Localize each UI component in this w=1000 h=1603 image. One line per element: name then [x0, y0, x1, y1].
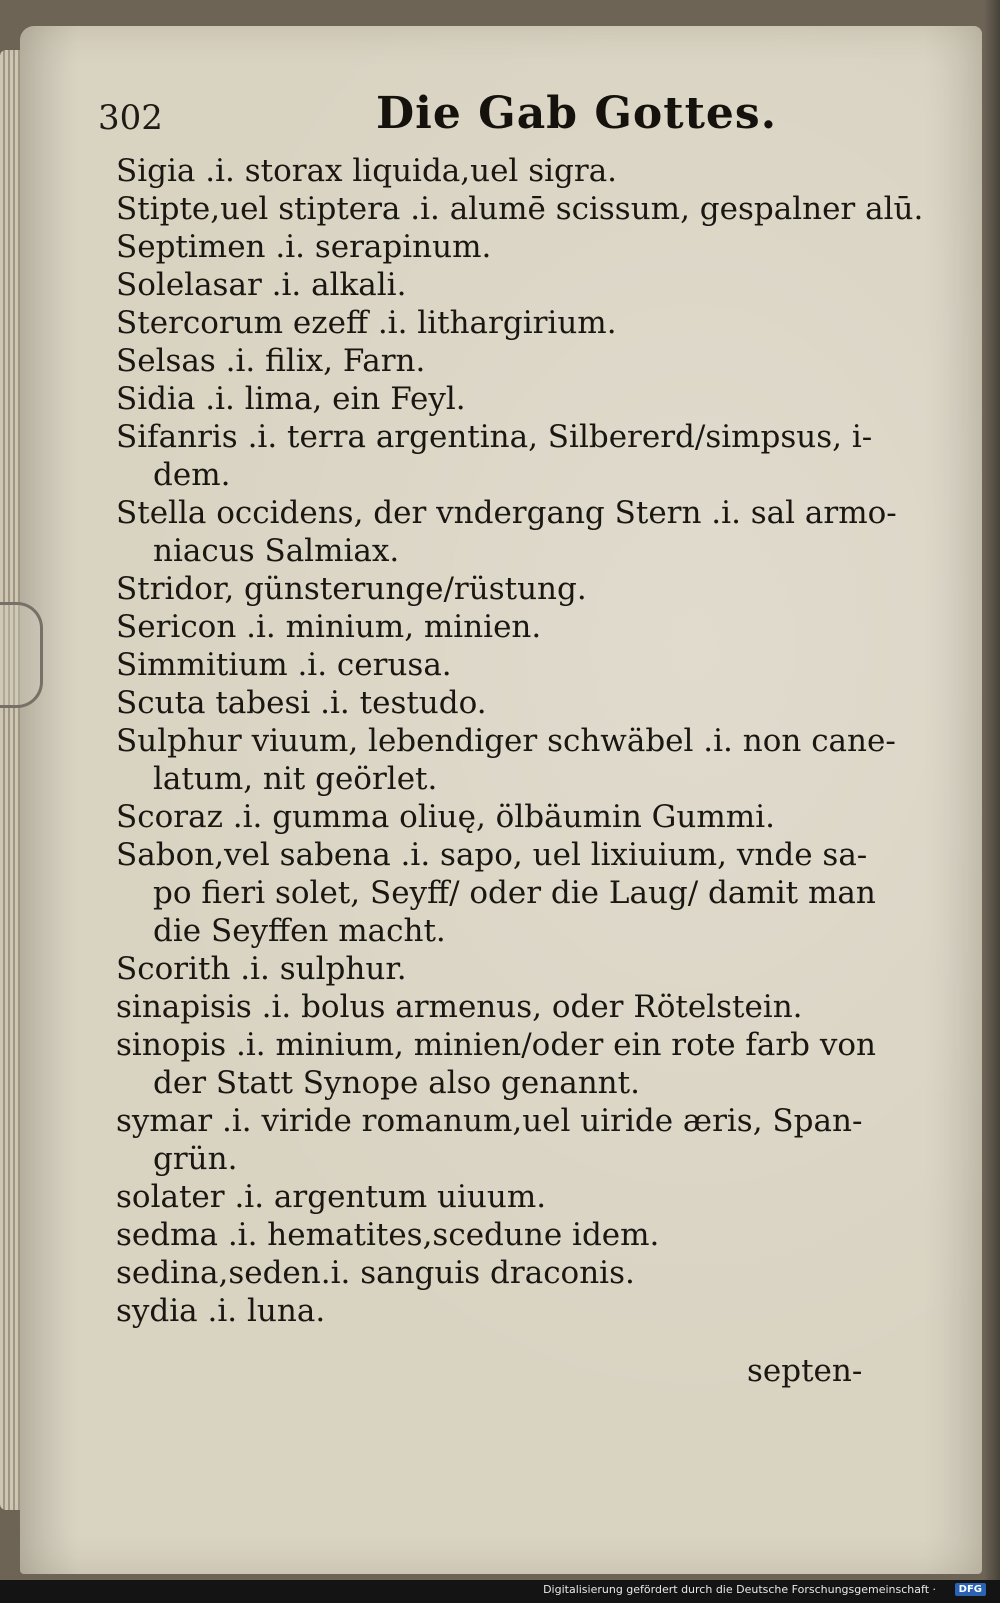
entry-line: Sericon .i. minium, minien. — [116, 609, 542, 645]
entry-line: Scuta tabesi .i. testudo. — [116, 685, 487, 721]
entry-line: sinapisis .i. bolus armenus, oder Rötelstein. — [116, 989, 803, 1025]
entry-line: sedma .i. hematites,scedune idem. — [116, 1217, 660, 1253]
entry-line: Sidia .i. lima, ein Feyl. — [116, 381, 466, 417]
entry-line: Simmitium .i. cerusa. — [116, 647, 452, 683]
page-header — [0, 88, 1000, 148]
entry-line: Stridor, günsterunge/rüstung. — [116, 571, 587, 607]
entry-line-continued: po fieri solet, Seyff/ oder die Laug/ damit man — [153, 875, 876, 911]
entry-line-continued: die Seyffen macht. — [153, 913, 446, 949]
entry-line-continued: der Statt Synope also genannt. — [153, 1065, 640, 1101]
gutter-shadow — [984, 0, 1000, 1580]
digitization-credit: Digitalisierung gefördert durch die Deutsche Forschungsgemeinschaft · — [543, 1583, 936, 1596]
entry-line: Septimen .i. serapinum. — [116, 229, 492, 265]
footer-band — [0, 1580, 1000, 1603]
entry-line: Stella occidens, der vndergang Stern .i. sal armo- — [116, 495, 897, 531]
entry-line: sydia .i. luna. — [116, 1293, 326, 1329]
entry-line: Sifanris .i. terra argentina, Silbererd/simpsus, i- — [116, 419, 873, 455]
entry-line: Scoraz .i. gumma oliuę, ölbäumin Gummi. — [116, 799, 775, 835]
entry-line: sinopis .i. minium, minien/oder ein rote farb von — [116, 1027, 877, 1063]
entry-line-continued: niacus Salmiax. — [153, 533, 400, 569]
entry-line-continued: grün. — [153, 1141, 238, 1177]
running-title: Die Gab Gottes. — [376, 88, 778, 139]
entry-line: Sabon,vel sabena .i. sapo, uel lixiuium, vnde sa- — [116, 837, 868, 873]
entry-line: Solelasar .i. alkali. — [116, 267, 407, 303]
entry-line: Sulphur viuum, lebendiger schwäbel .i. non cane- — [116, 723, 896, 759]
entry-line-continued: latum, nit geörlet. — [153, 761, 438, 797]
entry-line: sedina,seden.i. sanguis draconis. — [116, 1255, 635, 1291]
catchword: septen- — [747, 1353, 863, 1389]
dfg-logo: DFG — [955, 1583, 986, 1596]
entry-line: Stercorum ezeff .i. lithargirium. — [116, 305, 617, 341]
clip-tab — [0, 602, 43, 708]
page-number: 302 — [98, 98, 163, 138]
entry-line-continued: dem. — [153, 457, 231, 493]
entry-line: symar .i. viride romanum,uel uiride æris, Span- — [116, 1103, 863, 1139]
entry-line: Selsas .i. filix, Farn. — [116, 343, 426, 379]
entry-line: Scorith .i. sulphur. — [116, 951, 407, 987]
entry-line: solater .i. argentum uiuum. — [116, 1179, 547, 1215]
entry-line: Stipte,uel stiptera .i. alumē scissum, gespalner alū. — [116, 191, 924, 227]
entry-line: Sigia .i. storax liquida,uel sigra. — [116, 153, 618, 189]
